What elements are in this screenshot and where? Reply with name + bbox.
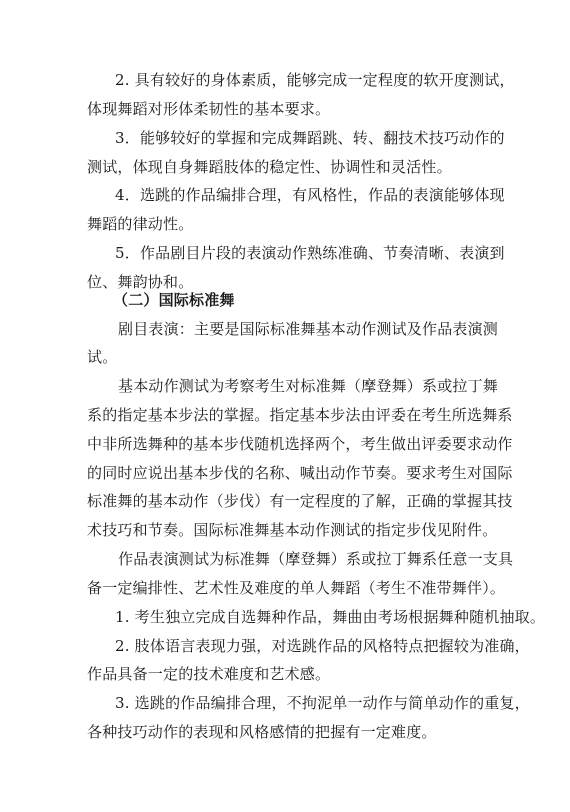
basic-test-line-1: 基本动作测试为考察考生对标准舞（摩登舞）系或拉丁舞 — [118, 377, 499, 395]
performance-item-3-line-1: 3. 选跳的作品编排合理，不拘泥单一动作与简单动作的重复， — [115, 694, 530, 712]
basic-test-line-2: 系的指定基本步法的掌握。指定基本步法由评委在考生所选舞系 — [87, 406, 513, 424]
repertoire-line-2: 试。 — [87, 348, 118, 366]
basic-test-line-5: 标准舞的基本动作（步伐）有一定程度的了解，正确的掌握其技 — [87, 492, 513, 510]
performance-test-line-1: 作品表演测试为标准舞（摩登舞）系或拉丁舞系任意一支具 — [118, 550, 514, 568]
item-5-line-1: 5．作品剧目片段的表演动作熟练准确、节奏清晰、表演到 — [115, 244, 505, 262]
repertoire-line-1: 剧目表演：主要是国际标准舞基本动作测试及作品表演测 — [118, 320, 499, 338]
basic-test-line-4: 的同时应说出基本步伐的名称、喊出动作节奏。要求考生对国际 — [87, 464, 513, 482]
basic-test-line-3: 中非所选舞种的基本步伐随机选择两个，考生做出评委要求动作 — [87, 435, 513, 453]
performance-item-1-line-1: 1. 考生独立完成自选舞种作品，舞曲由考场根据舞种随机抽取。 — [115, 608, 546, 626]
item-4-line-2: 舞蹈的律动性。 — [87, 215, 194, 233]
performance-item-2-line-1: 2. 肢体语言表现力强，对选跳作品的风格特点把握较为准确， — [115, 637, 530, 655]
item-2-line-2: 体现舞蹈对形体柔韧性的基本要求。 — [87, 100, 331, 118]
item-5-line-2: 位、舞韵协和。 — [87, 273, 194, 291]
item-2-line-1: 2. 具有较好的身体素质，能够完成一定程度的软开度测试， — [115, 71, 515, 89]
item-3-line-1: 3．能够较好的掌握和完成舞蹈跳、转、翻技术技巧动作的 — [115, 129, 505, 147]
item-4-line-1: 4．选跳的作品编排合理，有风格性，作品的表演能够体现 — [115, 186, 505, 204]
performance-item-3-line-2: 各种技巧动作的表现和风格感情的把握有一定难度。 — [87, 723, 437, 741]
section-heading: （二）国际标准舞 — [113, 291, 235, 309]
performance-test-line-2: 备一定编排性、艺术性及难度的单人舞蹈（考生不准带舞伴）。 — [87, 579, 506, 597]
item-3-line-2: 测试，体现自身舞蹈肢体的稳定性、协调性和灵活性。 — [87, 158, 452, 176]
performance-item-2-line-2: 作品具备一定的技术难度和艺术感。 — [87, 665, 331, 683]
basic-test-line-6: 术技巧和节奏。国际标准舞基本动作测试的指定步伐见附件。 — [87, 521, 498, 539]
